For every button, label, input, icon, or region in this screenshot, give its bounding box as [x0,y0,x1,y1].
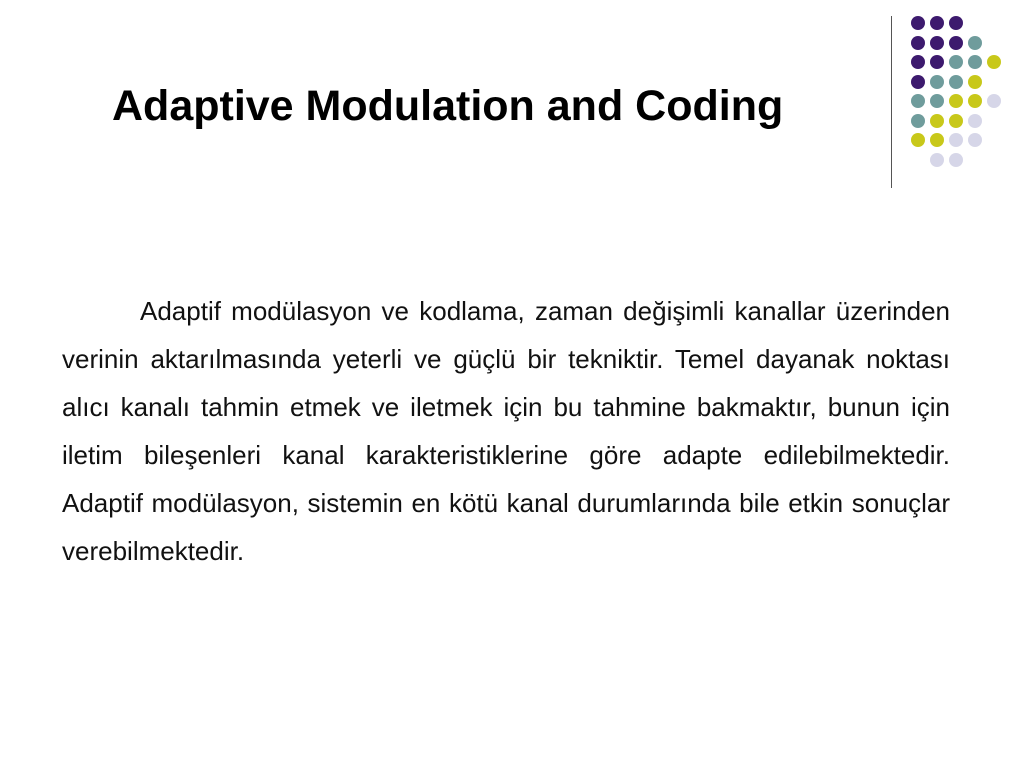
decorative-dot-lavender [968,114,982,128]
decorative-dot-teal [911,94,925,108]
decorative-dot-teal [968,36,982,50]
decorative-dot-yellow [911,133,925,147]
decorative-dot-yellow [949,114,963,128]
decorative-dot-lavender [949,133,963,147]
decorative-dot-purple [911,55,925,69]
decorative-dot-teal [949,55,963,69]
decorative-dot-teal [968,55,982,69]
decorative-dot-lavender [930,153,944,167]
decorative-dot-purple [911,36,925,50]
slide-title: Adaptive Modulation and Coding [112,82,784,130]
decorative-dot-yellow [968,75,982,89]
decorative-dot-yellow [930,114,944,128]
decorative-dot-purple [930,55,944,69]
decorative-dot-purple [930,16,944,30]
body-paragraph: Adaptif modülasyon ve kodlama, zaman değişimli kanallar üzerinden verinin aktarılmasında yeterli ve güçlü bir tekniktir. Temel dayanak noktası alıcı kanalı tahmin etmek ve iletmek için bu tahmine bakmaktır, bunun için iletim bileşenleri kanal karakteristiklerine göre adapte edilebilmektedir. Adaptif modülasyon, sistemin en kötü kanal durumlarında bile etkin sonuçlar verebilmektedir. [62,296,950,566]
decorative-dot-teal [949,75,963,89]
decorative-dot-yellow [968,94,982,108]
decorative-dot-lavender [949,153,963,167]
decorative-dot-purple [949,16,963,30]
decorative-dot-lavender [968,133,982,147]
decorative-dot-teal [930,94,944,108]
decorative-dot-purple [949,36,963,50]
decorative-dot-yellow [930,133,944,147]
decorative-dot-teal [930,75,944,89]
decorative-dot-teal [911,114,925,128]
decorative-dot-purple [911,75,925,89]
decorative-dot-yellow [949,94,963,108]
decorative-dot-lavender [987,94,1001,108]
decorative-dot-purple [930,36,944,50]
decorative-dot-purple [911,16,925,30]
decorative-dot-yellow [987,55,1001,69]
title-divider-line [891,16,892,188]
